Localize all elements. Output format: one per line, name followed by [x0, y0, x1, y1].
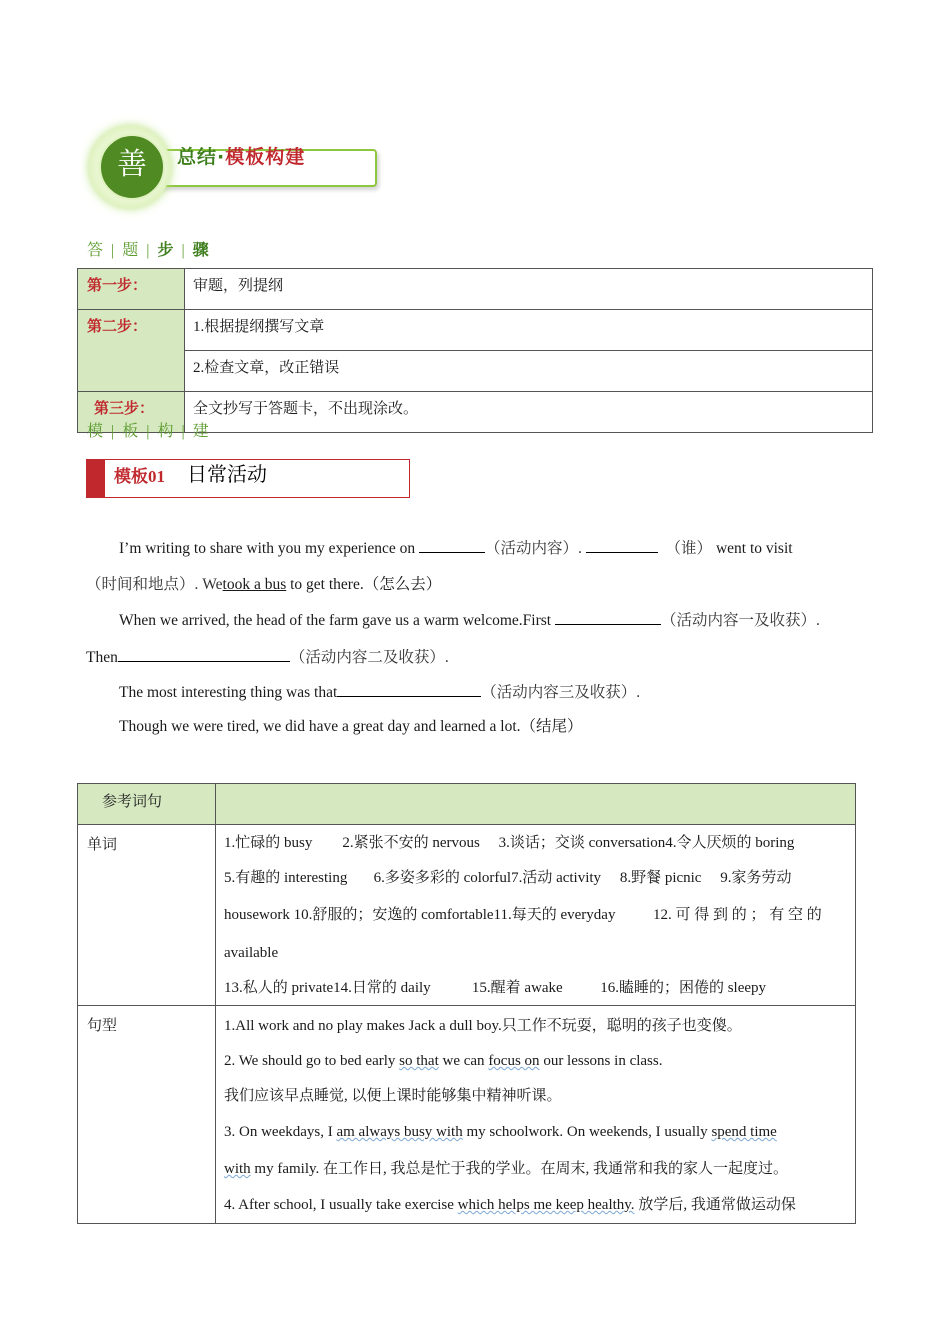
answer-blank[interactable] [419, 538, 485, 553]
table-row [78, 269, 873, 310]
word-line [224, 941, 847, 965]
word-item: 8.野餐 picnic [619, 870, 702, 886]
sentence-line [224, 1151, 847, 1188]
word-item: 1.忙碌的 busy [224, 835, 313, 851]
word-item: 2.紧张不安的 nervous [342, 835, 480, 851]
word-item: 4.令人厌烦的 boring [665, 835, 795, 851]
table-row [78, 1006, 856, 1224]
word-item: 13.私人的 private [224, 980, 334, 996]
sentence: we can [442, 1053, 485, 1069]
step-label: 第一步： [78, 269, 185, 310]
essay-text: （谁） [665, 540, 713, 557]
step-text: 1.根据提纲撰写文章 [185, 310, 873, 351]
word-item: available [224, 945, 279, 961]
template-heading [86, 459, 410, 498]
reference-table [77, 783, 856, 1224]
key-phrase: with [224, 1161, 251, 1177]
essay-text: Though we were tired, we did have a great day and learned a lot.（结尾） [119, 718, 583, 735]
template-name: 日常活动 [187, 462, 267, 486]
label-char: 骤 [192, 242, 211, 259]
essay-text: The most interesting thing was that [119, 684, 338, 701]
key-phrase: am always busy with [336, 1124, 463, 1140]
header-cell [216, 784, 856, 825]
word-item: 14.日常的 daily [333, 980, 431, 996]
label-char: 构 [157, 423, 176, 440]
essay-text: to get there.（怎么去） [290, 576, 442, 593]
sentence-line [224, 1188, 847, 1223]
sentence: 1.All work and no play makes Jack a dull boy.只工作不玩耍，聪明的孩子也变傻。 [224, 1018, 742, 1034]
sentence: 2. We should go to bed early [224, 1053, 396, 1069]
sentence: my family. 在工作日, 我总是忙于我的学业。在周末, 我通常和我的家人一起度过。 [254, 1161, 789, 1177]
sentence: 放学后, 我通常做运动保 [638, 1197, 796, 1213]
essay-text: took a bus [222, 576, 287, 593]
sentence: my schoolwork. On weekends, I usually [466, 1124, 708, 1140]
heading-stripe [87, 460, 105, 497]
word-item: housework [224, 907, 290, 923]
word-item: 12. 可 得 到 的 ； 有 空 的 [652, 907, 822, 923]
badge-title-part2: 模板构建 [225, 146, 306, 168]
badge-title-part1: 总结· [177, 146, 226, 168]
essay-text: went to visit [715, 540, 793, 557]
key-phrase: spend time [711, 1124, 777, 1140]
key-phrase: focus on [488, 1053, 540, 1069]
label-char: 题 [122, 242, 141, 259]
word-item: 10.舒服的；安逸的 comfortable [293, 907, 494, 923]
word-item: 5.有趣的 interesting [224, 870, 348, 886]
key-phrase: so that [399, 1053, 439, 1069]
step-label: 第二步： [78, 310, 185, 392]
section-badge [85, 122, 385, 212]
label-char: 模 [87, 423, 106, 440]
word-line [224, 903, 847, 927]
word-line [224, 831, 847, 855]
section-label-steps: 答 | 题 | 步 | 骤 [87, 242, 211, 259]
answer-blank[interactable] [555, 610, 661, 625]
word-item: 9.家务劳动 [720, 870, 792, 886]
essay-text: （活动内容二及收获）. [289, 649, 449, 666]
essay-line [86, 647, 449, 668]
key-phrase: which helps me keep healthy. [457, 1197, 635, 1213]
word-item: 15.醒着 awake [471, 980, 563, 996]
sentence-line [224, 1044, 847, 1079]
sentences-cell [216, 1006, 856, 1224]
table-row [78, 310, 873, 351]
word-item: 11.每天的 everyday [493, 907, 616, 923]
table-row [78, 825, 856, 1006]
essay-text: （活动内容一及收获）. [660, 612, 820, 629]
word-item: 16.瞌睡的；困倦的 sleepy [600, 980, 767, 996]
essay-line [86, 575, 441, 595]
essay-text: I’m writing to share with you my experience on [119, 540, 416, 557]
essay-text: （活动内容）. [485, 540, 582, 557]
sentence-line [224, 1114, 847, 1151]
reference-header: 参考词句 [78, 784, 216, 825]
step-text: 2.检查文章，改正错误 [185, 351, 873, 392]
sentence: 3. On weekdays, I [224, 1124, 333, 1140]
essay-text: （活动内容三及收获）. [481, 684, 641, 701]
sentence: 4. After school, I usually take exercise [224, 1197, 454, 1213]
step-text: 全文抄写于答题卡，不出现涂改。 [185, 392, 873, 433]
label-char: 建 [192, 423, 211, 440]
badge-char: 善 [99, 134, 165, 200]
words-cell [216, 825, 856, 1006]
essay-text: Then [86, 649, 118, 666]
template-number: 模板01 [114, 467, 165, 486]
word-item: 7.活动 activity [511, 870, 602, 886]
table-row [78, 351, 873, 392]
step-text: 审题，列提纲 [185, 269, 873, 310]
essay-text: When we arrived, the head of the farm gave us a warm welcome.First [119, 612, 552, 629]
essay-line [119, 717, 583, 737]
word-item: 3.谈话；交谈 conversation [498, 835, 666, 851]
sentence-line [224, 1009, 847, 1044]
word-line [224, 866, 847, 890]
essay-text: （时间和地点）. We [86, 576, 223, 593]
label-char: 板 [122, 423, 141, 440]
step-label: 第三步： [78, 392, 185, 433]
word-item: 6.多姿多彩的 colorful [373, 870, 512, 886]
steps-table [77, 268, 873, 433]
label-char: 答 [87, 242, 106, 259]
badge-title [177, 142, 305, 169]
section-label-templates: 模 | 板 | 构 | 建 [87, 423, 211, 440]
answer-blank[interactable] [586, 538, 658, 553]
answer-blank[interactable] [118, 647, 290, 662]
essay-line [119, 538, 793, 559]
essay-line [119, 610, 820, 631]
sentence-line [224, 1079, 847, 1114]
essay-line [119, 682, 640, 703]
sentence: 我们应该早点睡觉, 以便上课时能够集中精神听课。 [224, 1088, 562, 1104]
sentence: our lessons in class. [543, 1053, 663, 1069]
word-line [224, 976, 847, 1000]
answer-blank[interactable] [337, 682, 481, 697]
table-row [78, 784, 856, 825]
label-char: 步 [157, 242, 176, 259]
words-label: 单词 [78, 825, 216, 1006]
sentences-label: 句型 [78, 1006, 216, 1224]
